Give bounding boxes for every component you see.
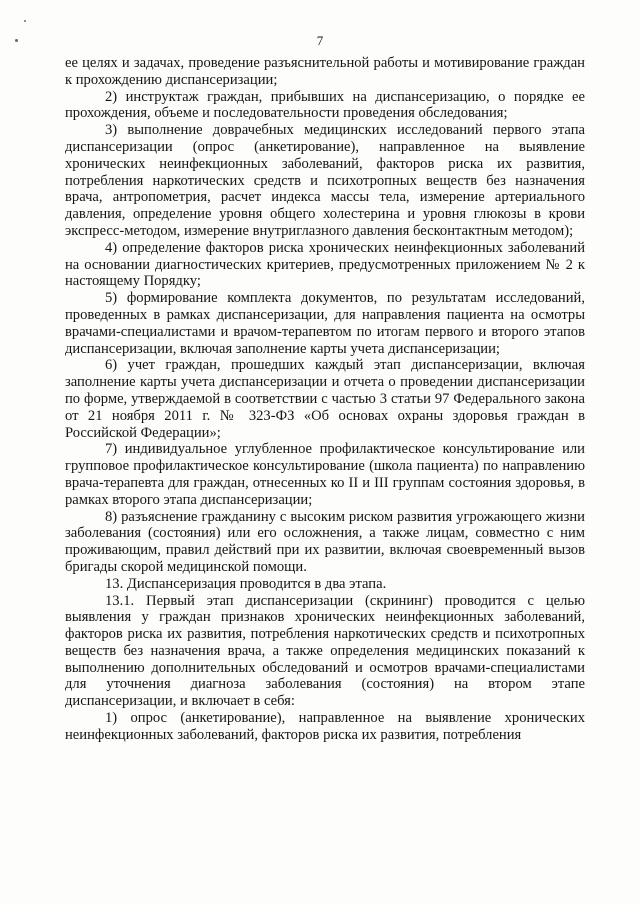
document-body — [65, 55, 585, 744]
paragraph: 2) инструктаж граждан, прибывших на диспансеризацию, о порядке ее прохождения, объеме и последовательности проведения обследования; — [65, 88, 585, 122]
paragraph: 3) выполнение доврачебных медицинских исследований первого этапа диспансеризации (опрос (анкетирование), направленное на выявление хронических неинфекционных заболеваний, факторов риска их развития, потребления наркотических средств и психотропных веществ без назначения врача, антропометрия, расчет индекса массы тела, измерение артериального давления, определение уровня общего холестерина и уровня глюкозы в крови экспресс-методом, измерение внутриглазного давления бесконтактным методом); — [65, 122, 585, 239]
scan-speck — [15, 39, 18, 42]
paragraph: 5) формирование комплекта документов, по результатам исследований, проведенных в рамках диспансеризации, для направления пациента на осмотры врачами-специалистами и врачом-терапевтом по итогам первого и второго этапов диспансеризации, включая заполнение карты учета диспансеризации; — [65, 290, 585, 357]
paragraph: 6) учет граждан, прошедших каждый этап диспансеризации, включая заполнение карты учета диспансеризации и отчета о проведении диспансеризации по форме, утверждаемой в соответствии с частью 3 статьи 97 Федерального закона от 21 ноября 2011 г. № 323-ФЗ «Об основах охраны здоровья граждан в Российской Федерации»; — [65, 357, 585, 441]
paragraph: 13. Диспансеризация проводится в два этапа. — [105, 575, 387, 592]
page-number: 7 — [316, 33, 324, 48]
paragraph: 8) разъяснение гражданину с высоким риском развития угрожающего жизни заболевания (состояния) или его осложнения, а также лицам, совместно с ним проживающим, правил действий при их развитии, включая своевременный вызов бригады скорой медицинской помощи. — [65, 508, 585, 575]
paragraph: 7) индивидуальное углубленное профилактическое консультирование или групповое профилактическое консультирование (школа пациента) по направлению врача-терапевта для граждан, отнесенных ко II и III группам состояния здоровья, в рамках второго этапа диспансеризации; — [65, 441, 585, 508]
paragraph: ее целях и задачах, проведение разъяснительной работы и мотивирование граждан к прохождению диспансеризации; — [65, 55, 585, 88]
paragraph: 4) определение факторов риска хронических неинфекционных заболеваний на основании диагностических критериев, предусмотренных приложением № 2 к настоящему Порядку; — [65, 239, 585, 290]
paragraph: 1) опрос (анкетирование), направленное на выявление хронических неинфекционных заболеваний, факторов риска их развития, потребления — [65, 710, 585, 743]
paragraph: 13.1. Первый этап диспансеризации (скрининг) проводится с целью выявления у граждан признаков хронических неинфекционных заболеваний, факторов риска их развития, потребления наркотических средств и психотропных веществ без назначения врача, а также определения медицинских показаний к выполнению дополнительных обследований и осмотров врачами-специалистами для уточнения диагноза заболевания (состояния) на втором этапе диспансеризации, и включает в себя: — [65, 592, 585, 710]
scan-speck — [24, 20, 26, 22]
